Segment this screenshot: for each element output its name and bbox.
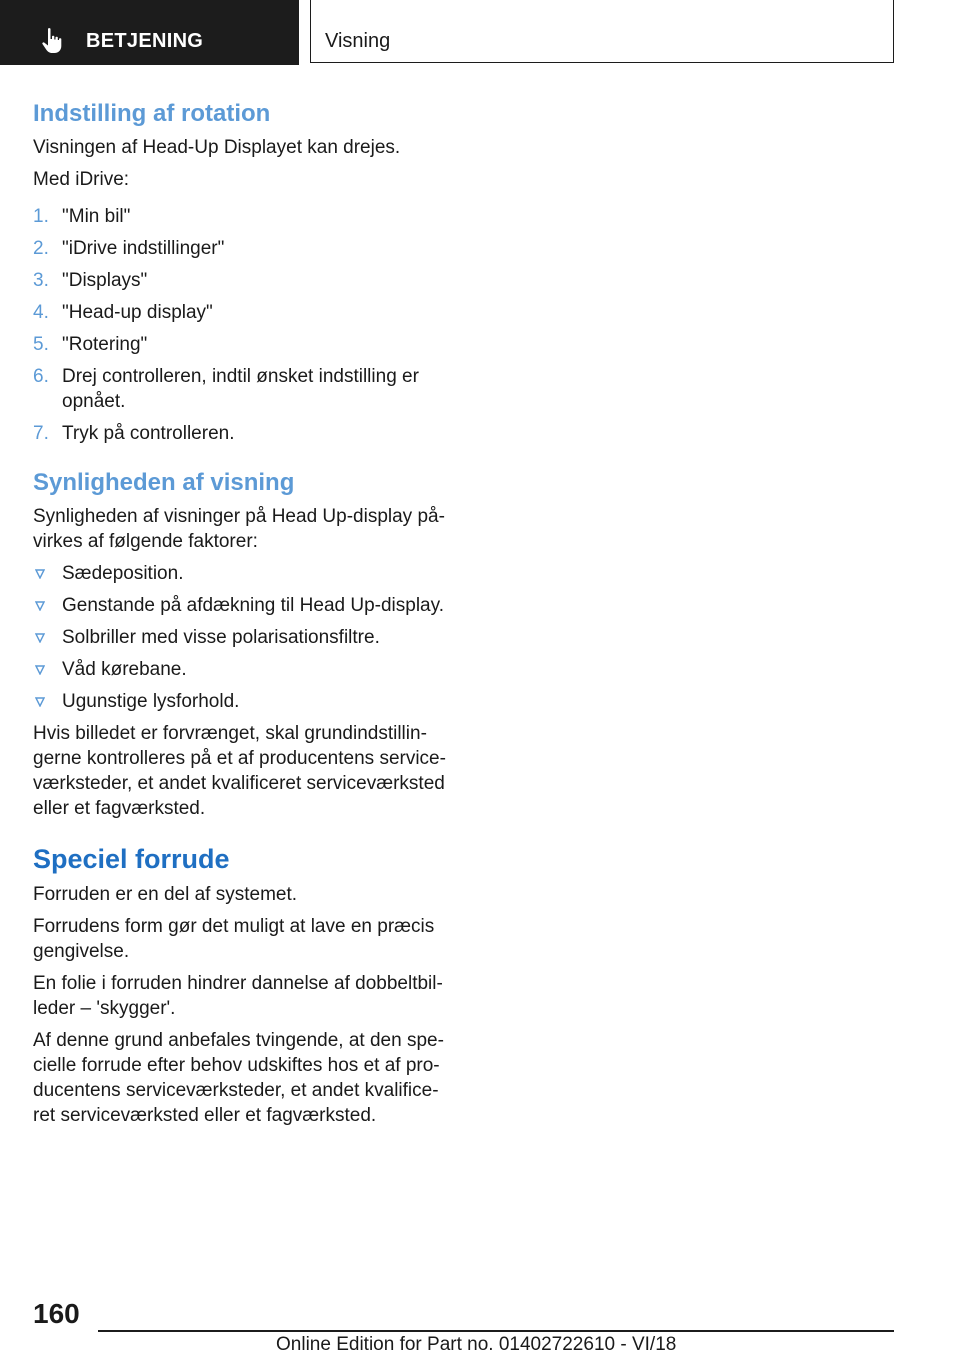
step-text: "Min bil"	[62, 206, 131, 227]
step-number: 3.	[33, 270, 49, 291]
page-content	[33, 100, 453, 1128]
edition-note: Online Edition for Part no. 01402722610 - VI/18	[276, 1334, 677, 1355]
step-number: 4.	[33, 302, 49, 323]
chapter-tab[interactable]	[0, 0, 299, 65]
page-number: 160	[33, 1298, 80, 1329]
step-text: Drej controlleren, indtil ønsket indstilling er opnået.	[62, 366, 419, 412]
rotation-heading: Indstilling af rotation	[33, 100, 271, 127]
step-text: "Displays"	[62, 270, 148, 291]
step-text: Tryk på controlleren.	[62, 423, 235, 444]
triangle-bullet-icon	[35, 697, 45, 707]
step-text: "Head-up display"	[62, 302, 213, 323]
list-item	[33, 625, 453, 650]
chapter-tab-label: BETJENING	[86, 30, 204, 52]
step-number: 2.	[33, 238, 49, 259]
bullet-text: Sædeposition.	[62, 563, 184, 584]
list-item	[33, 593, 453, 618]
rotation-steps	[33, 204, 453, 446]
list-item	[33, 236, 453, 261]
windshield-p3: En folie i forruden hindrer dannelse af dobbeltbilleder – 'skygger'.	[33, 973, 443, 1019]
visibility-intro: Synligheden af visninger på Head Up-display påvirkes af følgende faktorer:	[33, 506, 445, 552]
triangle-bullet-icon	[35, 633, 45, 643]
bullet-text: Solbriller med visse polarisationsfiltre.	[62, 627, 380, 648]
windshield-p4: Af denne grund anbefales tvingende, at den specielle forrude efter behov udskiftes hos et af producentens serviceværksteder, et andet kvalificeret serviceværksted eller et fagværksted.	[33, 1030, 444, 1126]
bullet-text: Ugunstige lysforhold.	[62, 691, 240, 712]
step-number: 7.	[33, 423, 49, 444]
hand-pointer-icon	[40, 27, 66, 55]
section-label: Visning	[325, 30, 391, 52]
step-text: "Rotering"	[62, 334, 148, 355]
list-item	[33, 204, 453, 229]
windshield-heading: Speciel forrude	[33, 844, 230, 874]
list-item	[33, 657, 453, 682]
step-number: 6.	[33, 366, 49, 387]
section-header	[310, 0, 894, 63]
list-item	[33, 561, 453, 586]
list-item	[33, 332, 453, 357]
bullet-text: Våd kørebane.	[62, 659, 187, 680]
rotation-intro: Visningen af Head-Up Displayet kan drejes.	[33, 137, 401, 158]
windshield-p2: Forrudens form gør det muligt at lave en præcis gengivelse.	[33, 916, 435, 962]
triangle-bullet-icon	[35, 569, 45, 579]
list-item	[33, 268, 453, 293]
with-idrive-label: Med iDrive:	[33, 169, 130, 190]
triangle-bullet-icon	[35, 665, 45, 675]
step-number: 5.	[33, 334, 49, 355]
windshield-p1: Forruden er en del af systemet.	[33, 884, 298, 905]
list-item	[33, 689, 453, 714]
list-item	[33, 364, 453, 414]
list-item	[33, 421, 453, 446]
visibility-factors	[33, 561, 453, 714]
list-item	[33, 300, 453, 325]
visibility-note: Hvis billedet er forvrænget, skal grundindstillingerne kontrolleres på et af producentens serviceværksteder, et andet kvalificeret serviceværksted eller et fagværksted.	[33, 723, 446, 819]
step-text: "iDrive indstillinger"	[62, 238, 225, 259]
triangle-bullet-icon	[35, 601, 45, 611]
step-number: 1.	[33, 206, 49, 227]
footer-divider	[98, 1330, 894, 1332]
visibility-heading: Synligheden af visning	[33, 469, 295, 496]
bullet-text: Genstande på afdækning til Head Up-display.	[62, 595, 444, 616]
